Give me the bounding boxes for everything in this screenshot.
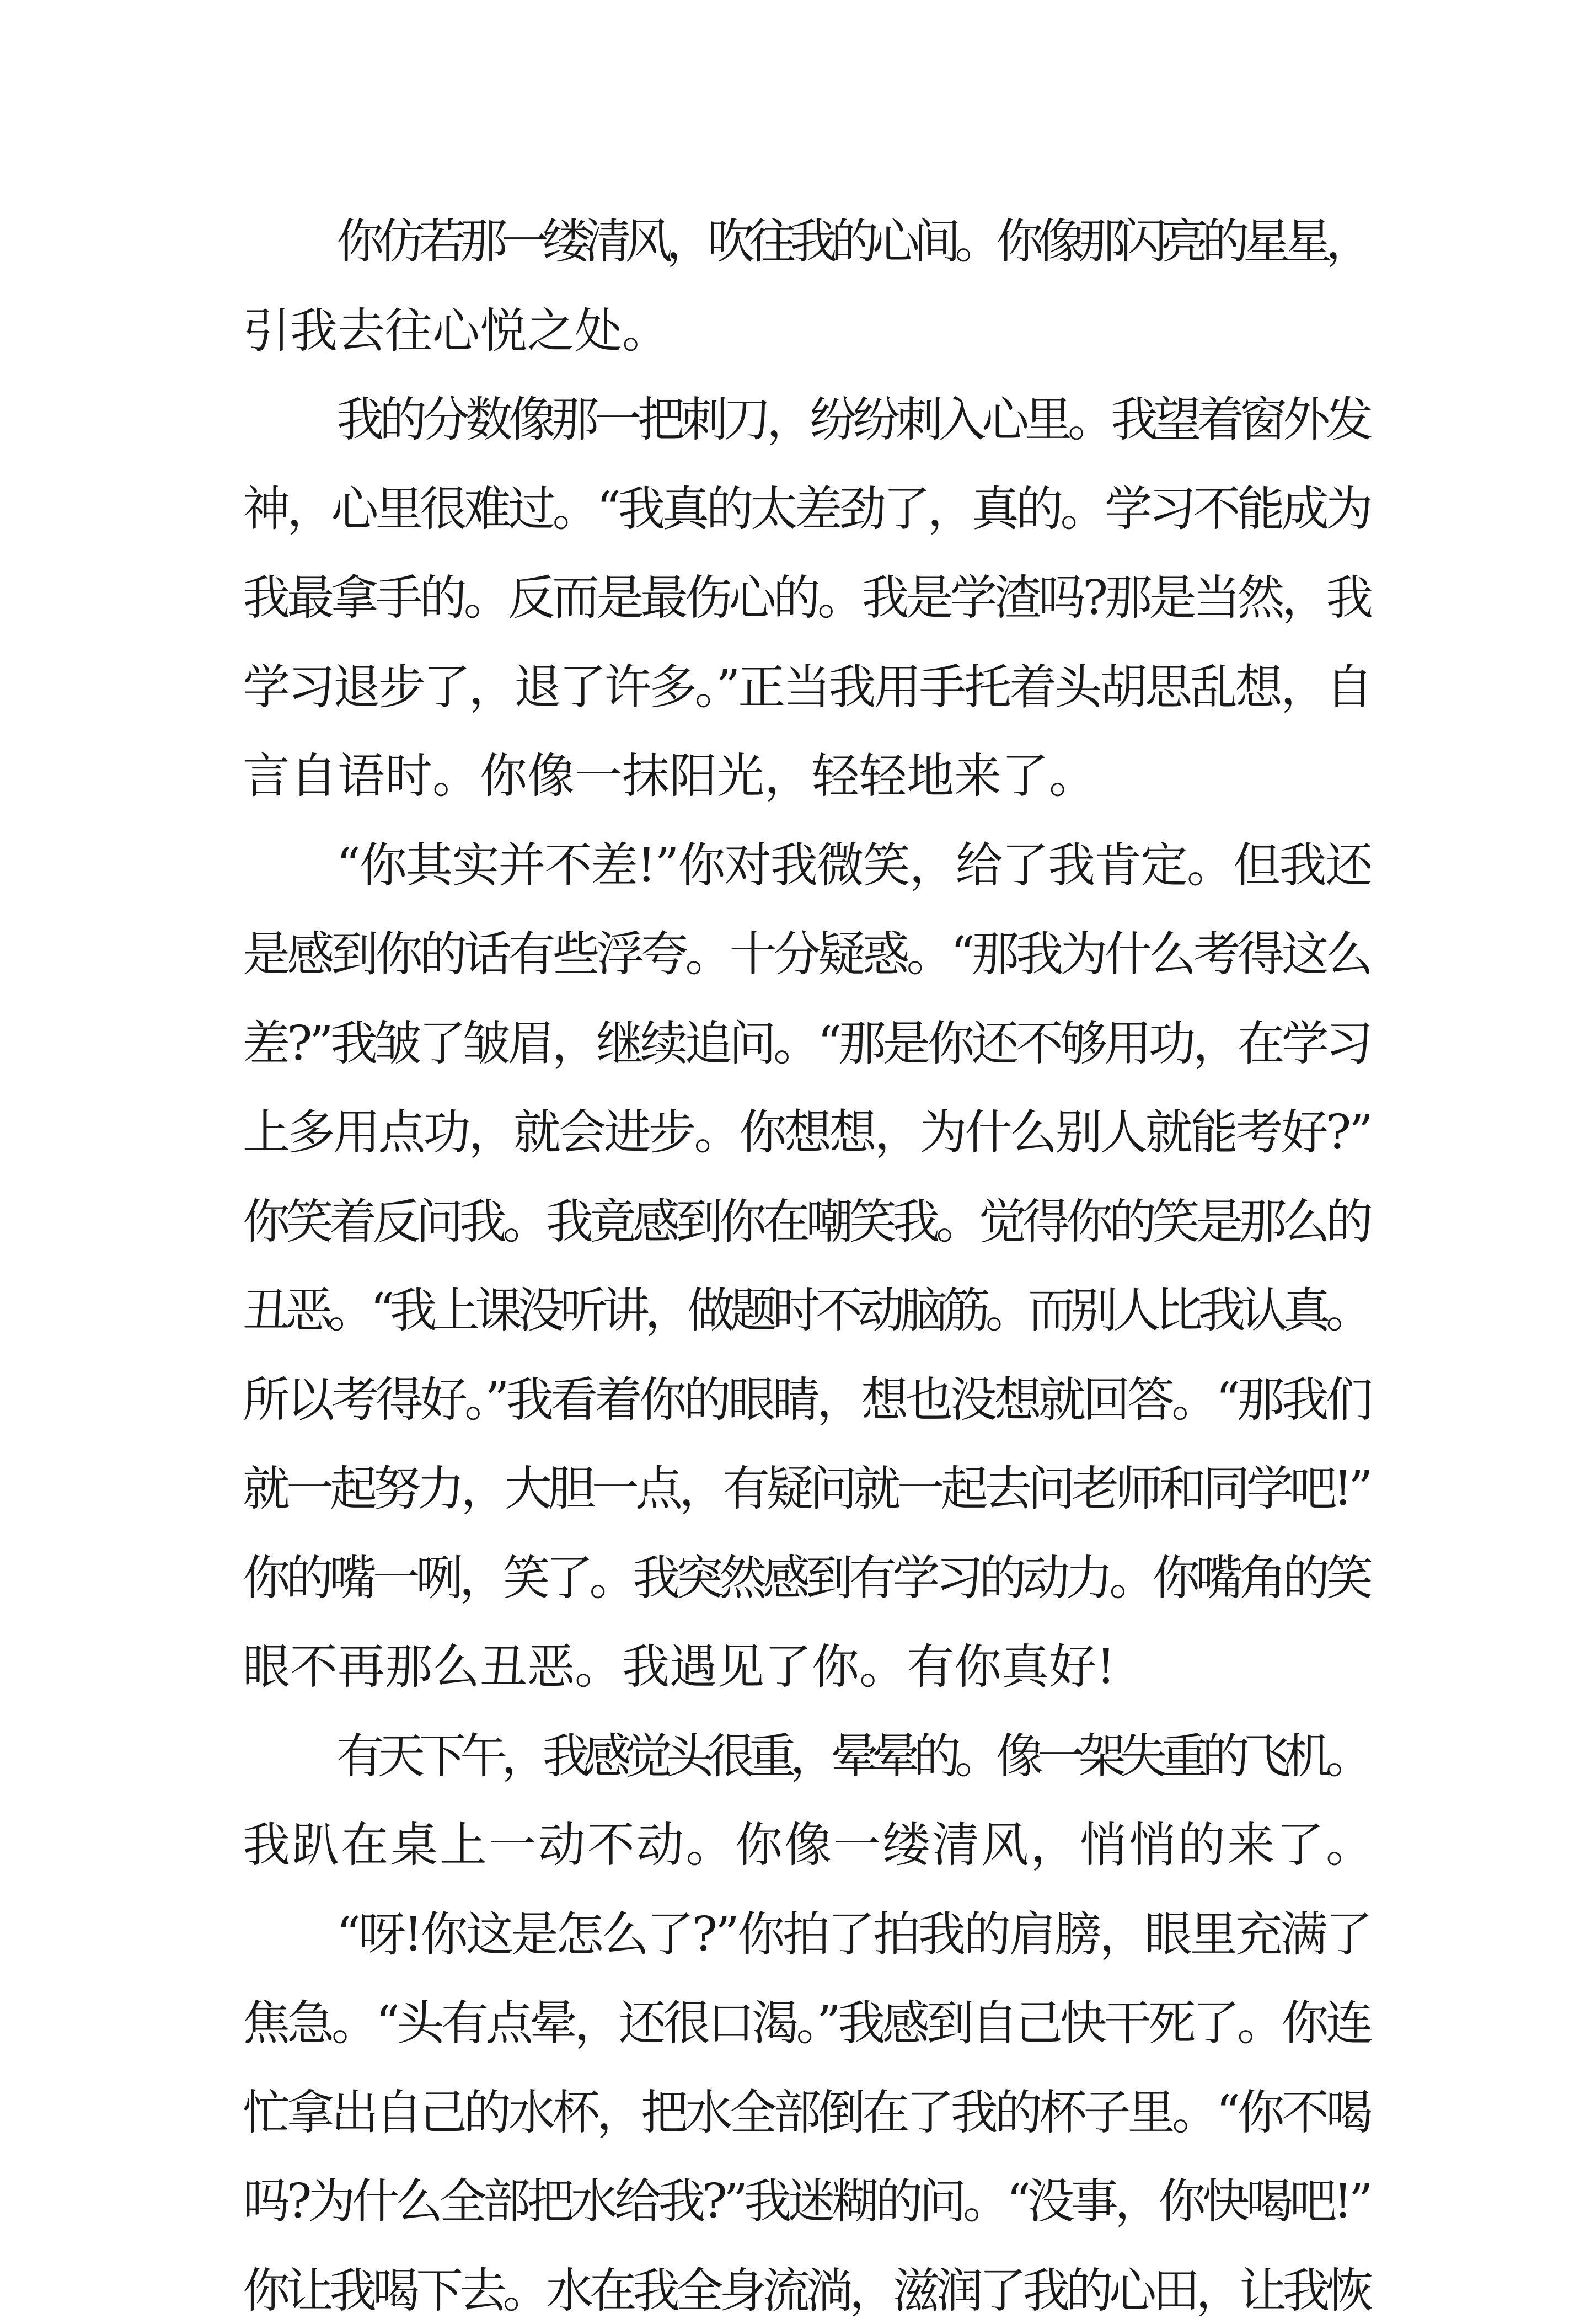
- text-line: “呀!你这是怎么了?”你拍了拍我的肩膀，眼里充满了: [336, 1906, 1371, 1962]
- text-line: 学习退步了，退了许多。”正当我用手托着头胡思乱想，自: [243, 659, 1371, 715]
- text-line: 上多用点功，就会进步。你想想，为什么别人就能考好?”: [243, 1105, 1371, 1160]
- text-line: 言自语时。你像一抹阳光，轻轻地来了。: [243, 749, 1096, 804]
- text-line: 我最拿手的。反而是最伤心的。我是学渣吗?那是当然，我: [243, 570, 1370, 626]
- text-line: 吗?为什么全部把水给我?”我迷糊的问。“没事，你快喝吧!”: [243, 2174, 1369, 2229]
- text-line: 你笑着反问我。我竟感到你在嘲笑我。觉得你的笑是那么的: [243, 1194, 1369, 1249]
- text-line: 有天下午，我感觉头很重，晕晕的。像一架失重的飞机。: [336, 1728, 1367, 1784]
- text-line: 眼不再那么丑恶。我遇见了你。有你真好!: [243, 1639, 1116, 1695]
- text-line: 就一起努力，大胆一点，有疑问就一起去问老师和同学吧!”: [243, 1461, 1369, 1516]
- text-line: 忙拿出自己的水杯，把水全部倒在了我的杯子里。“你不喝: [243, 2085, 1370, 2140]
- text-line: 差?”我皱了皱眉，继续追问。“那是你还不够用功，在学习: [243, 1016, 1370, 1071]
- text-line: 我趴在桌上一动不动。你像一缕清风，悄悄的来了。: [243, 1818, 1375, 1873]
- text-line: 焦急。“头有点晕，还很口渴。”我感到自己快干死了。你连: [243, 1996, 1370, 2051]
- text-line: “你其实并不差!”你对我微笑，给了我肯定。但我还: [336, 837, 1372, 893]
- text-line: 引我去往心悦之处。: [243, 303, 670, 359]
- text-line: 神，心里很难过。“我真的太差劲了，真的。学习不能成为: [243, 481, 1370, 537]
- text-line: 你的嘴一咧，笑了。我突然感到有学习的动力。你嘴角的笑: [243, 1550, 1369, 1606]
- text-line: 是感到你的话有些浮夸。十分疑惑。“那我为什么考得这么: [243, 927, 1370, 982]
- text-line: 我的分数像那一把刺刀，纷纷刺入心里。我望着窗外发: [336, 392, 1369, 447]
- text-line: 丑恶。“我上课没听讲，做题时不动脑筋。而别人比我认真。: [243, 1283, 1369, 1338]
- text-line: 所以考得好。”我看着你的眼睛，想也没想就回答。“那我们: [243, 1372, 1370, 1428]
- text-line: 你让我喝下去。水在我全身流淌，滋润了我的心田，让我恢: [243, 2263, 1369, 2318]
- text-line: 你仿若那一缕清风，吹往我的心间。你像那闪亮的星星，: [336, 214, 1367, 269]
